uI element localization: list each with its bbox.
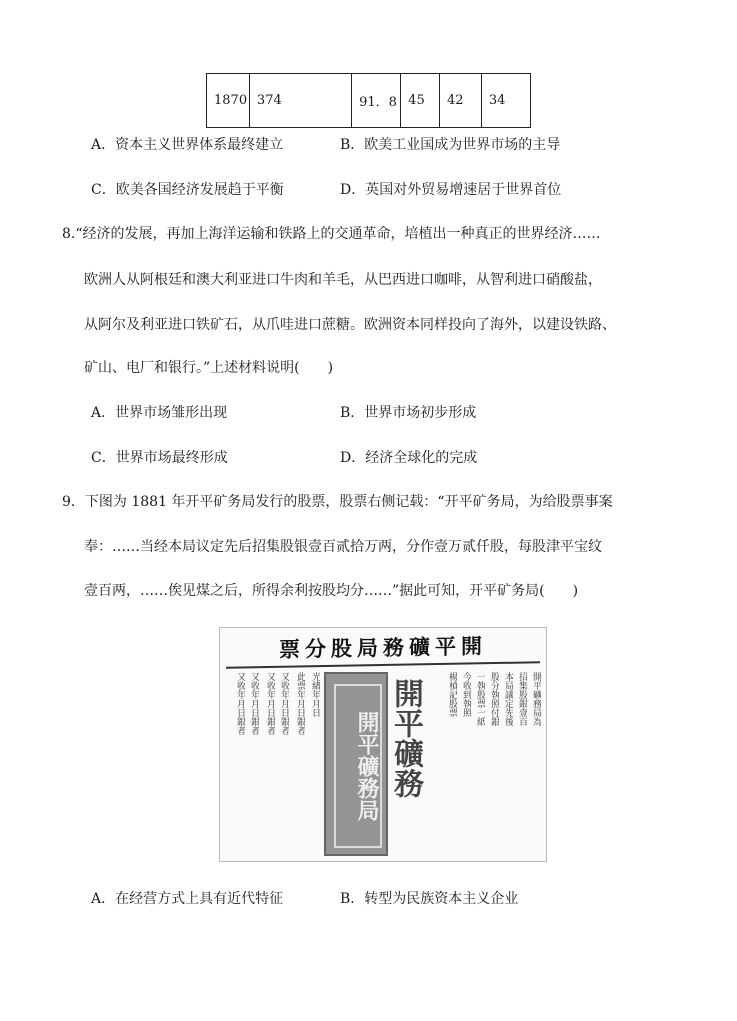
ledger-column: 又收年月日銀者: [265, 672, 275, 735]
q8-option-a[interactable]: [91, 403, 227, 423]
option-text: 欧美各国经济发展趋于平衡: [115, 182, 284, 198]
q8-stem-line-4: 矿山、电厂和银行。”上述材料说明( ): [84, 360, 334, 376]
q7-option-b[interactable]: [340, 135, 560, 155]
stamp-characters: 開平礦務: [388, 678, 423, 798]
ledger-column: 光緒年月日: [310, 672, 320, 717]
q9-stem-line-2: 奉：……当经本局议定先后招集股银壹百贰拾万两，分作壹万贰仟股，每股津平宝纹: [84, 539, 602, 555]
stock-certificate-image: [219, 627, 547, 862]
q8-option-b[interactable]: [340, 403, 476, 423]
q9-stem-line-1: 9．下图为 1881 年开平矿务局发行的股票，股票右侧记载：“开平矿务局，为给股票事案: [62, 494, 613, 510]
certificate-text-column: 楊楨記股票: [447, 672, 457, 717]
option-text: 世界市场最终形成: [115, 450, 228, 466]
q7-option-a[interactable]: [91, 135, 283, 155]
certificate-text-column: 招集股銀壹百: [517, 672, 527, 726]
certificate-title: 票分股局務礦平開: [226, 629, 540, 668]
q8-stem-line-1: 8.“经济的发展，再加上海洋运输和铁路上的交通革命，培植出一种真正的世界经济……: [62, 226, 601, 242]
q8-stem-line-2: 欧洲人从阿根廷和澳大利亚进口牛肉和羊毛，从巴西进口咖啡，从智利进口硝酸盐，: [84, 272, 602, 288]
seal-text: 開平礦務局: [334, 684, 382, 848]
option-text: 资本主义世界体系最终建立: [115, 137, 284, 153]
q8-option-d[interactable]: [340, 448, 477, 468]
table-cell: 374: [249, 74, 351, 128]
certificate-text-column: 股分執照付銀: [489, 672, 499, 726]
table-cell: 91．8: [352, 74, 401, 128]
q9-stem-line-3: 壹百两，……俟见煤之后，所得余利按股均分……”据此可知，开平矿务局( ): [84, 583, 579, 599]
ledger-column: 又收年月日銀者: [235, 672, 245, 735]
ledger-column: 又收年月日銀者: [249, 672, 259, 735]
option-text: 世界市场雏形出现: [115, 405, 228, 421]
option-text: 英国对外贸易增速居于世界首位: [365, 182, 562, 198]
option-letter: A．: [91, 137, 116, 153]
certificate-text-column: 一執股票一紙: [475, 672, 485, 726]
q8-option-c[interactable]: [91, 448, 228, 468]
option-text: 欧美工业国成为世界市场的主导: [364, 137, 561, 153]
q7-option-c[interactable]: [91, 180, 284, 200]
option-text: 经济全球化的完成: [365, 450, 478, 466]
q9-option-a[interactable]: [91, 889, 283, 909]
q8-stem-line-3: 从阿尔及利亚进口铁矿石，从爪哇进口蔗糖。欧洲资本同样投向了海外，以建设铁路、: [84, 317, 616, 333]
option-letter: C．: [91, 182, 116, 198]
option-text: 在经营方式上具有近代特征: [115, 891, 284, 907]
certificate-text-column: 今收到執照: [461, 672, 471, 717]
table-cell: 42: [440, 74, 482, 128]
option-letter: A．: [91, 891, 116, 907]
option-letter: D．: [340, 182, 366, 198]
option-text: 世界市场初步形成: [364, 405, 477, 421]
option-letter: B．: [340, 405, 365, 421]
ledger-column: 此票年月日銀者: [295, 672, 305, 735]
table-cell-year: 1870: [207, 74, 250, 128]
ledger-column: 又收年月日銀者: [279, 672, 289, 735]
option-letter: D．: [340, 450, 366, 466]
q7-option-d[interactable]: [340, 180, 561, 200]
option-letter: C．: [91, 450, 116, 466]
option-letter: A．: [91, 405, 116, 421]
certificate-text-column: 開平礦務局為: [531, 672, 541, 726]
q9-option-b[interactable]: [340, 889, 518, 909]
option-text: 转型为民族资本主义企业: [364, 891, 519, 907]
table-row: [207, 74, 531, 128]
option-letter: B．: [340, 891, 365, 907]
table-cell: 34: [481, 74, 530, 128]
certificate-text-column: 本局議定先後: [503, 672, 513, 726]
official-seal: [324, 672, 388, 856]
data-table: [206, 73, 531, 128]
table-cell: 45: [401, 74, 440, 128]
option-letter: B．: [340, 137, 365, 153]
